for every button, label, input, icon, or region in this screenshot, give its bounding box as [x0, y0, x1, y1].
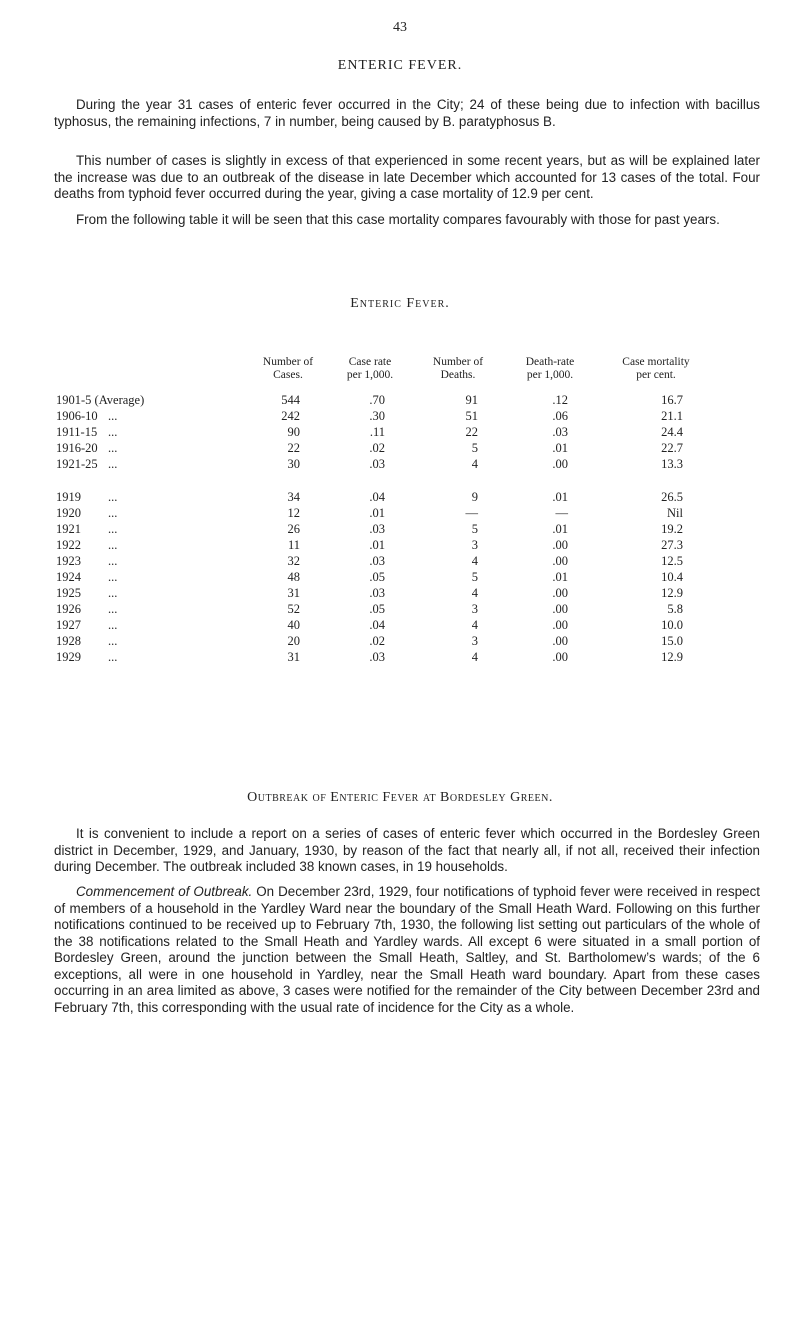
cell-cases: 32	[287, 554, 300, 568]
cell-mortality: Nil	[667, 506, 683, 520]
cell-mortality: 12.5	[661, 554, 683, 568]
cell-death-rate: .00	[552, 457, 568, 471]
cell-death-rate: .03	[552, 425, 568, 439]
paragraph-outbreak-intro: It is convenient to include a report on a series of cases of enteric fever which occurred in the Bordesley Green district in December, 1929, and January, 1930, by reason of the fact that nearly all, if not all, received their infection during December. The outbreak included 38 known cases, in 19 households.	[54, 826, 760, 874]
cell-death-rate: .01	[552, 441, 568, 455]
cell-deaths: 4	[471, 650, 478, 664]
cell-cases: 90	[287, 425, 300, 439]
cell-leader: ...	[108, 570, 118, 584]
cell-mortality: 22.7	[661, 441, 683, 455]
cell-cases: 22	[287, 441, 300, 455]
cell-leader: ...	[108, 554, 118, 568]
table-row	[0, 602, 800, 618]
cell-deaths: 51	[465, 409, 478, 423]
cell-deaths: —	[465, 506, 478, 520]
header-death-rate	[510, 356, 590, 382]
cell-death-rate: .01	[552, 570, 568, 584]
cell-leader: ...	[108, 490, 118, 504]
cell-cases: 40	[287, 618, 300, 632]
cell-case-rate: .05	[369, 570, 385, 584]
cell-deaths: 91	[465, 393, 478, 407]
cell-death-rate: .06	[552, 409, 568, 423]
cell-leader: ...	[108, 602, 118, 616]
cell-case-rate: .04	[369, 490, 385, 504]
header-case-rate-line2: per 1,000.	[346, 369, 394, 381]
header-death-rate-line2: per 1,000.	[526, 369, 574, 381]
table-row	[0, 409, 800, 425]
table-row	[0, 586, 800, 602]
cell-case-rate: .30	[369, 409, 385, 423]
cell-cases: 12	[287, 506, 300, 520]
header-mortality-line1: Case mortality	[622, 356, 690, 368]
header-cases-line1: Number of	[262, 356, 314, 368]
cell-deaths: 4	[471, 457, 478, 471]
table-row	[0, 490, 800, 506]
cell-case-rate: .02	[369, 634, 385, 648]
cell-cases: 26	[287, 522, 300, 536]
cell-period: 1923	[56, 554, 81, 568]
cell-deaths: 3	[471, 634, 478, 648]
commencement-lead: Commencement of Outbreak.	[76, 884, 253, 899]
header-cases	[248, 356, 328, 382]
header-deaths-line1: Number of	[432, 356, 484, 368]
cell-case-rate: .03	[369, 650, 385, 664]
cell-case-rate: .03	[369, 554, 385, 568]
cell-cases: 30	[287, 457, 300, 471]
cell-mortality: 27.3	[661, 538, 683, 552]
cell-death-rate: .00	[552, 538, 568, 552]
cell-deaths: 4	[471, 554, 478, 568]
cell-period: 1901-5 (Average)	[56, 393, 145, 407]
cell-death-rate: .00	[552, 650, 568, 664]
cell-death-rate: .00	[552, 586, 568, 600]
cell-case-rate: .01	[369, 506, 385, 520]
cell-case-rate: .05	[369, 602, 385, 616]
cell-deaths: 4	[471, 618, 478, 632]
cell-cases: 31	[287, 586, 300, 600]
cell-cases: 242	[281, 409, 300, 423]
paragraph-excess-cases: This number of cases is slightly in excess of that experienced in some recent years, but as will be explained later the increase was due to an outbreak of the disease in late December which accounted for 13 cases of the total. Four deaths from typhoid fever occurred during the year, giving a case mortality of 12.9 per cent.	[54, 153, 760, 201]
cell-death-rate: .00	[552, 554, 568, 568]
cell-death-rate: .00	[552, 634, 568, 648]
paragraph-table-intro: From the following table it will be seen that this case mortality compares favourably with those for past years.	[76, 212, 720, 227]
cell-leader: ...	[108, 441, 118, 455]
cell-leader: ...	[108, 586, 118, 600]
cell-case-rate: .70	[369, 393, 385, 407]
header-mortality-line2: per cent.	[636, 369, 676, 381]
table-row	[0, 538, 800, 554]
header-case-rate-line1: Case rate	[348, 356, 392, 368]
cell-cases: 11	[287, 538, 300, 552]
table-row	[0, 618, 800, 634]
cell-cases: 34	[287, 490, 300, 504]
cell-leader: ...	[108, 538, 118, 552]
cell-death-rate: .00	[552, 618, 568, 632]
table-row	[0, 554, 800, 570]
cell-mortality: 19.2	[661, 522, 683, 536]
cell-deaths: 9	[471, 490, 478, 504]
header-case-rate	[330, 356, 410, 382]
cell-leader: ...	[108, 409, 118, 423]
cell-period: 1929	[56, 650, 81, 664]
cell-deaths: 5	[471, 522, 478, 536]
table-title: Enteric Fever.	[350, 296, 450, 311]
cell-period: 1916-20	[56, 441, 98, 455]
cell-mortality: 21.1	[661, 409, 683, 423]
table-row	[0, 425, 800, 441]
cell-mortality: 10.4	[661, 570, 683, 584]
cell-period: 1927	[56, 618, 81, 632]
table-row	[0, 457, 800, 473]
commencement-body: On December 23rd, 1929, four notifications of typhoid fever were received in respect of members of a household in the Yardley Ward near the boundary of the Small Heath Ward. Following on this further notifications continued to be received up to February 7th, 1930, the following list setting out particulars of the whole of the 38 notifications related to the Small Heath and Yardley wards. All except 6 were situated in a small portion of Bordesley Green, around the junction between the Small Heath, Saltley, and St. Bartholomew’s wards; of the 6 exceptions, all were in one household in Yardley, near the Small Heath ward boundary. Apart from these cases occurring in an area limited as above, 3 cases were notified for the remainder of the City between December 23rd and February 7th, this corresponding with the usual rate of incidence for the City as a whole.	[54, 884, 760, 1015]
header-death-rate-line1: Death-rate	[525, 356, 575, 368]
page-heading: ENTERIC FEVER.	[337, 58, 463, 73]
paragraph-commencement	[54, 884, 760, 1016]
cell-period: 1921-25	[56, 457, 98, 471]
cell-period: 1911-15	[56, 425, 98, 439]
header-cases-line2: Cases.	[273, 369, 303, 381]
cell-case-rate: .01	[369, 538, 385, 552]
cell-mortality: 5.8	[667, 602, 683, 616]
cell-cases: 20	[287, 634, 300, 648]
table-row	[0, 506, 800, 522]
cell-period: 1906-10	[56, 409, 98, 423]
outbreak-section-title: Outbreak of Enteric Fever at Bordesley Green.	[247, 790, 553, 805]
table-row	[0, 393, 800, 409]
cell-deaths: 3	[471, 602, 478, 616]
cell-leader: ...	[108, 634, 118, 648]
table-row	[0, 441, 800, 457]
cell-period: 1921	[56, 522, 81, 536]
cell-case-rate: .03	[369, 457, 385, 471]
cell-mortality: 13.3	[661, 457, 683, 471]
cell-mortality: 12.9	[661, 650, 683, 664]
cell-death-rate: .12	[552, 393, 568, 407]
cell-period: 1925	[56, 586, 81, 600]
cell-leader: ...	[108, 425, 118, 439]
cell-death-rate: —	[555, 506, 568, 520]
cell-period: 1919	[56, 490, 81, 504]
cell-deaths: 5	[471, 570, 478, 584]
cell-period: 1920	[56, 506, 81, 520]
page-number: 43	[393, 20, 407, 35]
cell-death-rate: .01	[552, 490, 568, 504]
cell-mortality: 12.9	[661, 586, 683, 600]
cell-case-rate: .04	[369, 618, 385, 632]
cell-cases: 48	[287, 570, 300, 584]
cell-mortality: 16.7	[661, 393, 683, 407]
cell-period: 1922	[56, 538, 81, 552]
cell-case-rate: .03	[369, 586, 385, 600]
cell-case-rate: .11	[369, 425, 385, 439]
cell-death-rate: .00	[552, 602, 568, 616]
cell-deaths: 3	[471, 538, 478, 552]
cell-deaths: 5	[471, 441, 478, 455]
cell-period: 1926	[56, 602, 81, 616]
cell-case-rate: .03	[369, 522, 385, 536]
cell-mortality: 15.0	[661, 634, 683, 648]
table-row	[0, 634, 800, 650]
header-deaths	[418, 356, 498, 382]
table-row	[0, 522, 800, 538]
header-mortality	[606, 356, 706, 382]
cell-leader: ...	[108, 618, 118, 632]
cell-cases: 544	[281, 393, 300, 407]
cell-leader: ...	[108, 522, 118, 536]
cell-cases: 31	[287, 650, 300, 664]
cell-deaths: 4	[471, 586, 478, 600]
cell-leader: ...	[108, 650, 118, 664]
cell-mortality: 26.5	[661, 490, 683, 504]
paragraph-cases-summary: During the year 31 cases of enteric fever occurred in the City; 24 of these being due to infection with bacillus typhosus, the remaining infections, 7 in number, being caused by B. paratyphosus B.	[54, 97, 760, 129]
cell-period: 1924	[56, 570, 81, 584]
cell-cases: 52	[287, 602, 300, 616]
cell-period: 1928	[56, 634, 81, 648]
cell-death-rate: .01	[552, 522, 568, 536]
cell-leader: ...	[108, 457, 118, 471]
cell-mortality: 10.0	[661, 618, 683, 632]
header-deaths-line2: Deaths.	[440, 369, 476, 381]
cell-leader: ...	[108, 506, 118, 520]
cell-mortality: 24.4	[661, 425, 683, 439]
table-row	[0, 650, 800, 666]
cell-deaths: 22	[465, 425, 478, 439]
cell-case-rate: .02	[369, 441, 385, 455]
table-row	[0, 570, 800, 586]
